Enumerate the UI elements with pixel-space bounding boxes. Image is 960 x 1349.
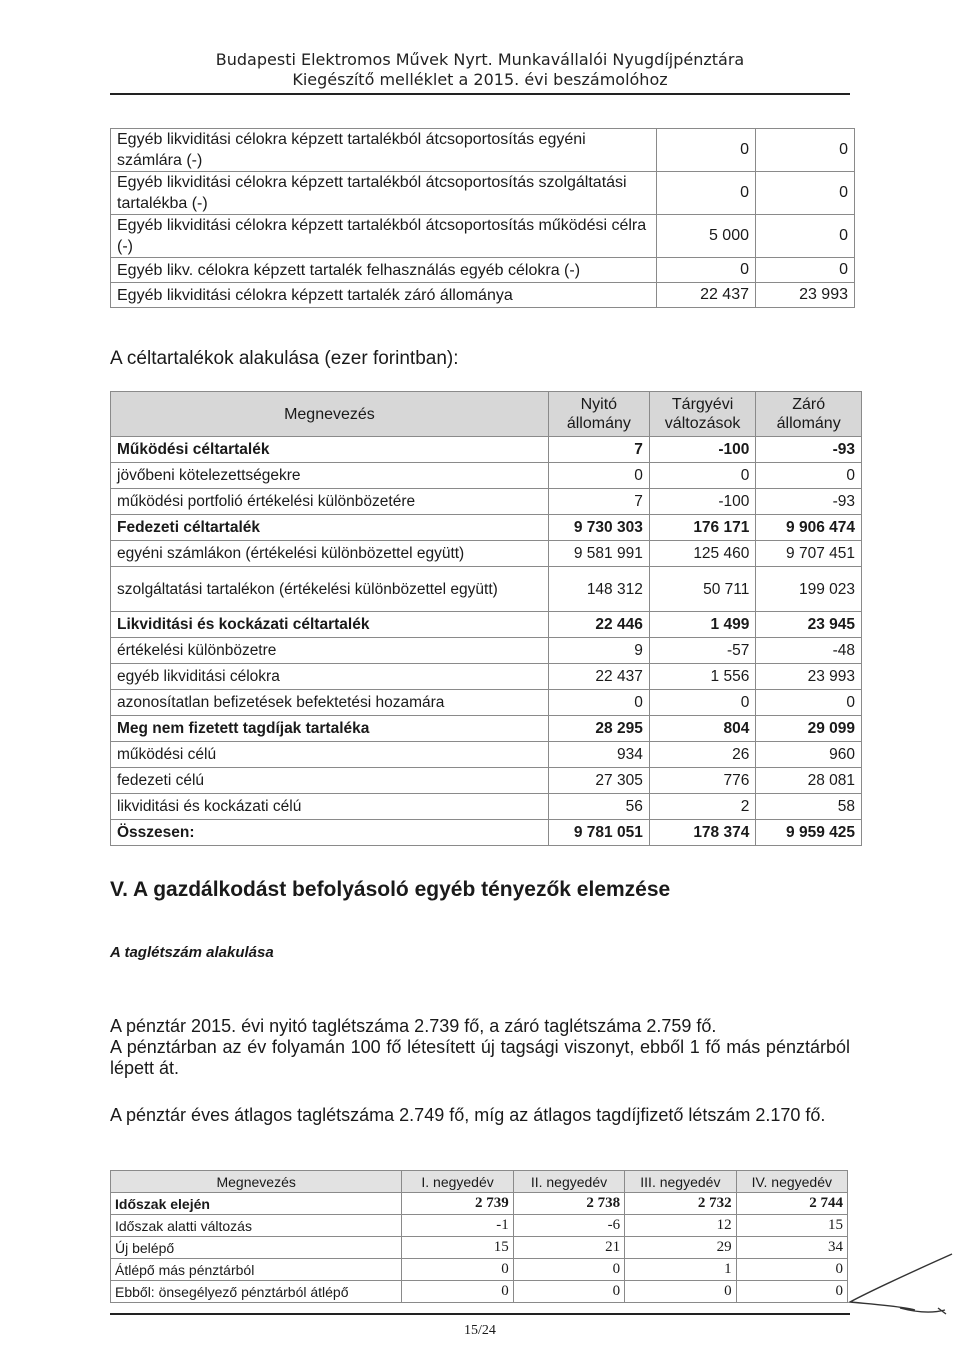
paragraph-new-members: A pénztárban az év folyamán 100 fő létesített új tagsági viszonyt, ebből 1 fő más pénztárból lépett át. xyxy=(110,1037,850,1078)
liquidity-reserve-table xyxy=(110,128,855,308)
quarter-value-q2: 0 xyxy=(513,1281,624,1303)
membership-header-0: Megnevezés xyxy=(111,1171,402,1193)
liquidity-row xyxy=(111,258,855,283)
row-label: Likviditási és kockázati céltartalék xyxy=(111,612,549,638)
row-label: Meg nem fizetett tagdíjak tartaléka xyxy=(111,716,549,742)
opening-value: 0 xyxy=(548,463,649,489)
quarter-value-q4: 0 xyxy=(736,1281,847,1303)
opening-value: 9 xyxy=(548,638,649,664)
liquidity-row xyxy=(111,215,855,258)
table-row xyxy=(111,612,862,638)
closing-value: 58 xyxy=(756,794,862,820)
header-line-1: Budapesti Elektromos Művek Nyrt. Munkavállalói Nyugdíjpénztára xyxy=(215,50,745,69)
table-row xyxy=(111,1281,848,1303)
closing-value: 29 099 xyxy=(756,716,862,742)
row-label: Összesen: xyxy=(111,820,549,846)
value-current: 0 xyxy=(756,129,855,172)
row-label: egyéb likviditási célokra xyxy=(111,664,549,690)
section-subtitle: A taglétszám alakulása xyxy=(110,944,274,961)
row-label: Átlépő más pénztárból xyxy=(111,1259,402,1281)
change-value: 776 xyxy=(649,768,756,794)
table-row xyxy=(111,1237,848,1259)
table-row xyxy=(111,437,862,463)
quarter-value-q2: 0 xyxy=(513,1259,624,1281)
quarter-value-q3: 29 xyxy=(625,1237,736,1259)
table-row xyxy=(111,638,862,664)
row-label: Egyéb likviditási célokra képzett tartalékból átcsoportosítás szolgáltatási tartalékba (-) xyxy=(111,172,657,215)
value-current: 0 xyxy=(756,215,855,258)
row-label: értékelési különbözetre xyxy=(111,638,549,664)
quarter-value-q3: 0 xyxy=(625,1281,736,1303)
table-row xyxy=(111,794,862,820)
paragraph-average: A pénztár éves átlagos taglétszáma 2.749 fő, míg az átlagos tagdíjfizető létszám 2.170 fő. xyxy=(110,1105,826,1125)
change-value: 178 374 xyxy=(649,820,756,846)
quarter-value-q2: 2 738 xyxy=(513,1193,624,1215)
quarter-value-q3: 1 xyxy=(625,1259,736,1281)
opening-value: 7 xyxy=(548,489,649,515)
change-value: -100 xyxy=(649,437,756,463)
closing-value: 28 081 xyxy=(756,768,862,794)
opening-value: 27 305 xyxy=(548,768,649,794)
change-value: 1 556 xyxy=(649,664,756,690)
row-label: Egyéb likviditási célokra képzett tartalékból átcsoportosítás működési célra (-) xyxy=(111,215,657,258)
table-row xyxy=(111,716,862,742)
opening-value: 148 312 xyxy=(548,567,649,612)
change-value: -100 xyxy=(649,489,756,515)
section-title: V. A gazdálkodást befolyásoló egyéb tényezők elemzése xyxy=(110,878,671,901)
membership-header-row xyxy=(111,1171,848,1193)
change-value: 0 xyxy=(649,690,756,716)
provisions-table xyxy=(110,391,862,846)
quarter-value-q2: 21 xyxy=(513,1237,624,1259)
opening-value: 28 295 xyxy=(548,716,649,742)
value-previous: 0 xyxy=(657,172,756,215)
quarter-value-q4: 2 744 xyxy=(736,1193,847,1215)
table-row xyxy=(111,664,862,690)
table-row xyxy=(111,1193,848,1215)
change-value: 1 499 xyxy=(649,612,756,638)
change-value: 2 xyxy=(649,794,756,820)
table-row xyxy=(111,541,862,567)
row-label: Fedezeti céltartalék xyxy=(111,515,549,541)
value-previous: 0 xyxy=(657,129,756,172)
table-row xyxy=(111,820,862,846)
table-row xyxy=(111,567,862,612)
row-label: Ebből: önsegélyező pénztárból átlépő xyxy=(111,1281,402,1303)
liquidity-row xyxy=(111,172,855,215)
opening-value: 9 730 303 xyxy=(548,515,649,541)
quarter-value-q1: 0 xyxy=(402,1281,513,1303)
header-opening: Nyitó állomány xyxy=(548,392,649,437)
quarter-value-q3: 12 xyxy=(625,1215,736,1237)
page-header xyxy=(0,50,960,90)
row-label: Egyéb likv. célokra képzett tartalék felhasználás egyéb célokra (-) xyxy=(111,258,657,283)
row-label: egyéni számlákon (értékelési különbözettel együtt) xyxy=(111,541,549,567)
table-row xyxy=(111,742,862,768)
opening-value: 9 781 051 xyxy=(548,820,649,846)
row-label: Egyéb likviditási célokra képzett tartalékból átcsoportosítás egyéni számlára (-) xyxy=(111,129,657,172)
membership-header-3: III. negyedév xyxy=(625,1171,736,1193)
value-current: 0 xyxy=(756,172,855,215)
membership-header-4: IV. negyedév xyxy=(736,1171,847,1193)
change-value: 0 xyxy=(649,463,756,489)
header-divider xyxy=(110,93,850,95)
row-label: Új belépő xyxy=(111,1237,402,1259)
table-row xyxy=(111,489,862,515)
change-value: -57 xyxy=(649,638,756,664)
provisions-title: A céltartalékok alakulása (ezer forintban): xyxy=(110,348,459,369)
header-change: Tárgyévi változások xyxy=(649,392,756,437)
quarter-value-q3: 2 732 xyxy=(625,1193,736,1215)
opening-value: 22 446 xyxy=(548,612,649,638)
row-label: azonosítatlan befizetések befektetési hozamára xyxy=(111,690,549,716)
closing-value: -93 xyxy=(756,437,862,463)
closing-value: 9 906 474 xyxy=(756,515,862,541)
table-row xyxy=(111,515,862,541)
opening-value: 934 xyxy=(548,742,649,768)
value-current: 0 xyxy=(756,258,855,283)
closing-value: 9 959 425 xyxy=(756,820,862,846)
liquidity-row xyxy=(111,283,855,308)
opening-value: 9 581 991 xyxy=(548,541,649,567)
row-label: szolgáltatási tartalékon (értékelési különbözettel együtt) xyxy=(111,567,549,612)
closing-value: 199 023 xyxy=(756,567,862,612)
row-label: jövőbeni kötelezettségekre xyxy=(111,463,549,489)
quarter-value-q4: 34 xyxy=(736,1237,847,1259)
closing-value: 0 xyxy=(756,463,862,489)
closing-value: 23 993 xyxy=(756,664,862,690)
closing-value: -48 xyxy=(756,638,862,664)
page-number: 15/24 xyxy=(464,1323,496,1338)
header-line-2: Kiegészítő melléklet a 2015. évi beszámolóhoz xyxy=(292,70,668,89)
opening-value: 0 xyxy=(548,690,649,716)
row-label: Működési céltartalék xyxy=(111,437,549,463)
closing-value: -93 xyxy=(756,489,862,515)
table-row xyxy=(111,690,862,716)
change-value: 804 xyxy=(649,716,756,742)
row-label: működési célú xyxy=(111,742,549,768)
closing-value: 0 xyxy=(756,690,862,716)
value-previous: 22 437 xyxy=(657,283,756,308)
membership-header-2: II. negyedév xyxy=(513,1171,624,1193)
membership-table xyxy=(110,1170,848,1303)
row-label: Időszak elején xyxy=(111,1193,402,1215)
header-closing: Záró állomány xyxy=(756,392,862,437)
provisions-header-row xyxy=(111,392,862,437)
row-label: Időszak alatti változás xyxy=(111,1215,402,1237)
table-row xyxy=(111,1215,848,1237)
opening-value: 56 xyxy=(548,794,649,820)
quarter-value-q2: -6 xyxy=(513,1215,624,1237)
opening-value: 7 xyxy=(548,437,649,463)
header-name: Megnevezés xyxy=(111,392,549,437)
quarter-value-q1: -1 xyxy=(402,1215,513,1237)
quarter-value-q4: 15 xyxy=(736,1215,847,1237)
liquidity-row xyxy=(111,129,855,172)
change-value: 50 711 xyxy=(649,567,756,612)
closing-value: 23 945 xyxy=(756,612,862,638)
membership-header-1: I. negyedév xyxy=(402,1171,513,1193)
signature-mark xyxy=(840,1246,955,1321)
row-label: fedezeti célú xyxy=(111,768,549,794)
closing-value: 960 xyxy=(756,742,862,768)
opening-value: 22 437 xyxy=(548,664,649,690)
quarter-value-q1: 0 xyxy=(402,1259,513,1281)
quarter-value-q1: 2 739 xyxy=(402,1193,513,1215)
table-row xyxy=(111,768,862,794)
row-label: működési portfolió értékelési különbözetére xyxy=(111,489,549,515)
quarter-value-q1: 15 xyxy=(402,1237,513,1259)
closing-value: 9 707 451 xyxy=(756,541,862,567)
change-value: 176 171 xyxy=(649,515,756,541)
value-current: 23 993 xyxy=(756,283,855,308)
change-value: 125 460 xyxy=(649,541,756,567)
footer-divider xyxy=(110,1313,850,1315)
paragraph-membership: A pénztár 2015. évi nyitó taglétszáma 2.739 fő, a záró taglétszáma 2.759 fő. xyxy=(110,1016,717,1036)
table-row xyxy=(111,1259,848,1281)
row-label: Egyéb likviditási célokra képzett tartalék záró állománya xyxy=(111,283,657,308)
quarter-value-q4: 0 xyxy=(736,1259,847,1281)
table-row xyxy=(111,463,862,489)
change-value: 26 xyxy=(649,742,756,768)
row-label: likviditási és kockázati célú xyxy=(111,794,549,820)
value-previous: 0 xyxy=(657,258,756,283)
value-previous: 5 000 xyxy=(657,215,756,258)
